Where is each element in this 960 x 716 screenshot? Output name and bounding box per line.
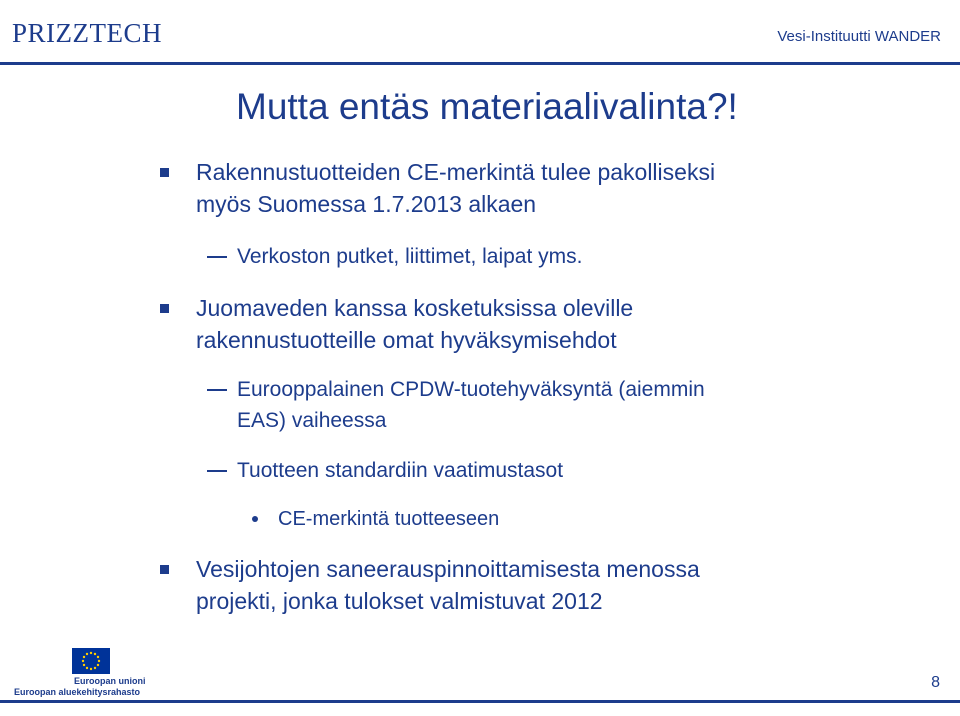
bullet-2-sub-1-line-1: Eurooppalainen CPDW-tuotehyväksyntä (aiemmin — [237, 378, 705, 401]
square-bullet-icon — [160, 168, 169, 177]
eu-flag-icon — [72, 648, 110, 674]
prizztech-logo — [12, 18, 162, 49]
dash-bullet-icon — [207, 389, 227, 391]
eu-funding-label — [14, 676, 146, 698]
eu-label-line-1: Euroopan unioni — [74, 676, 146, 686]
dash-bullet-icon — [207, 470, 227, 472]
bullet-2-line-2: rakennustuotteille omat hyväksymisehdot — [196, 327, 617, 353]
logo-part-2: TECH — [89, 18, 163, 48]
eu-stars-icon — [72, 648, 110, 674]
logo-part-1: PRIZZ — [12, 18, 90, 48]
bullet-2-sub-2-text: Tuotteen standardiin vaatimustasot — [237, 459, 564, 482]
slide-title: Mutta entäs materiaalivalinta?! — [236, 86, 738, 127]
bullet-1-line-1: Rakennustuotteiden CE-merkintä tulee pakolliseksi — [196, 159, 716, 185]
square-bullet-icon — [160, 565, 169, 574]
bullet-2-sub-2-sub-1-text: CE-merkintä tuotteeseen — [278, 508, 500, 530]
dot-bullet-icon — [252, 516, 258, 522]
eu-label-line-2: Euroopan aluekehitysrahasto — [14, 687, 141, 697]
header-divider — [0, 62, 960, 65]
dash-bullet-icon — [207, 256, 227, 258]
bullet-2-line-1: Juomaveden kanssa kosketuksissa oleville — [196, 295, 634, 321]
bullet-1-sub-1-text: Verkoston putket, liittimet, laipat yms. — [237, 245, 583, 268]
organization-name: Vesi-Instituutti WANDER — [777, 28, 941, 45]
bullet-3-line-2: projekti, jonka tulokset valmistuvat 2012 — [196, 588, 603, 614]
bullet-3-line-1: Vesijohtojen saneerauspinnoittamisesta menossa — [196, 556, 700, 582]
page-number: 8 — [931, 674, 940, 691]
square-bullet-icon — [160, 304, 169, 313]
bullet-1-line-2: myös Suomessa 1.7.2013 alkaen — [196, 191, 537, 217]
bullet-2-sub-1-line-2: EAS) vaiheessa — [237, 409, 387, 432]
footer-divider — [0, 700, 960, 703]
slide-header — [0, 0, 960, 64]
